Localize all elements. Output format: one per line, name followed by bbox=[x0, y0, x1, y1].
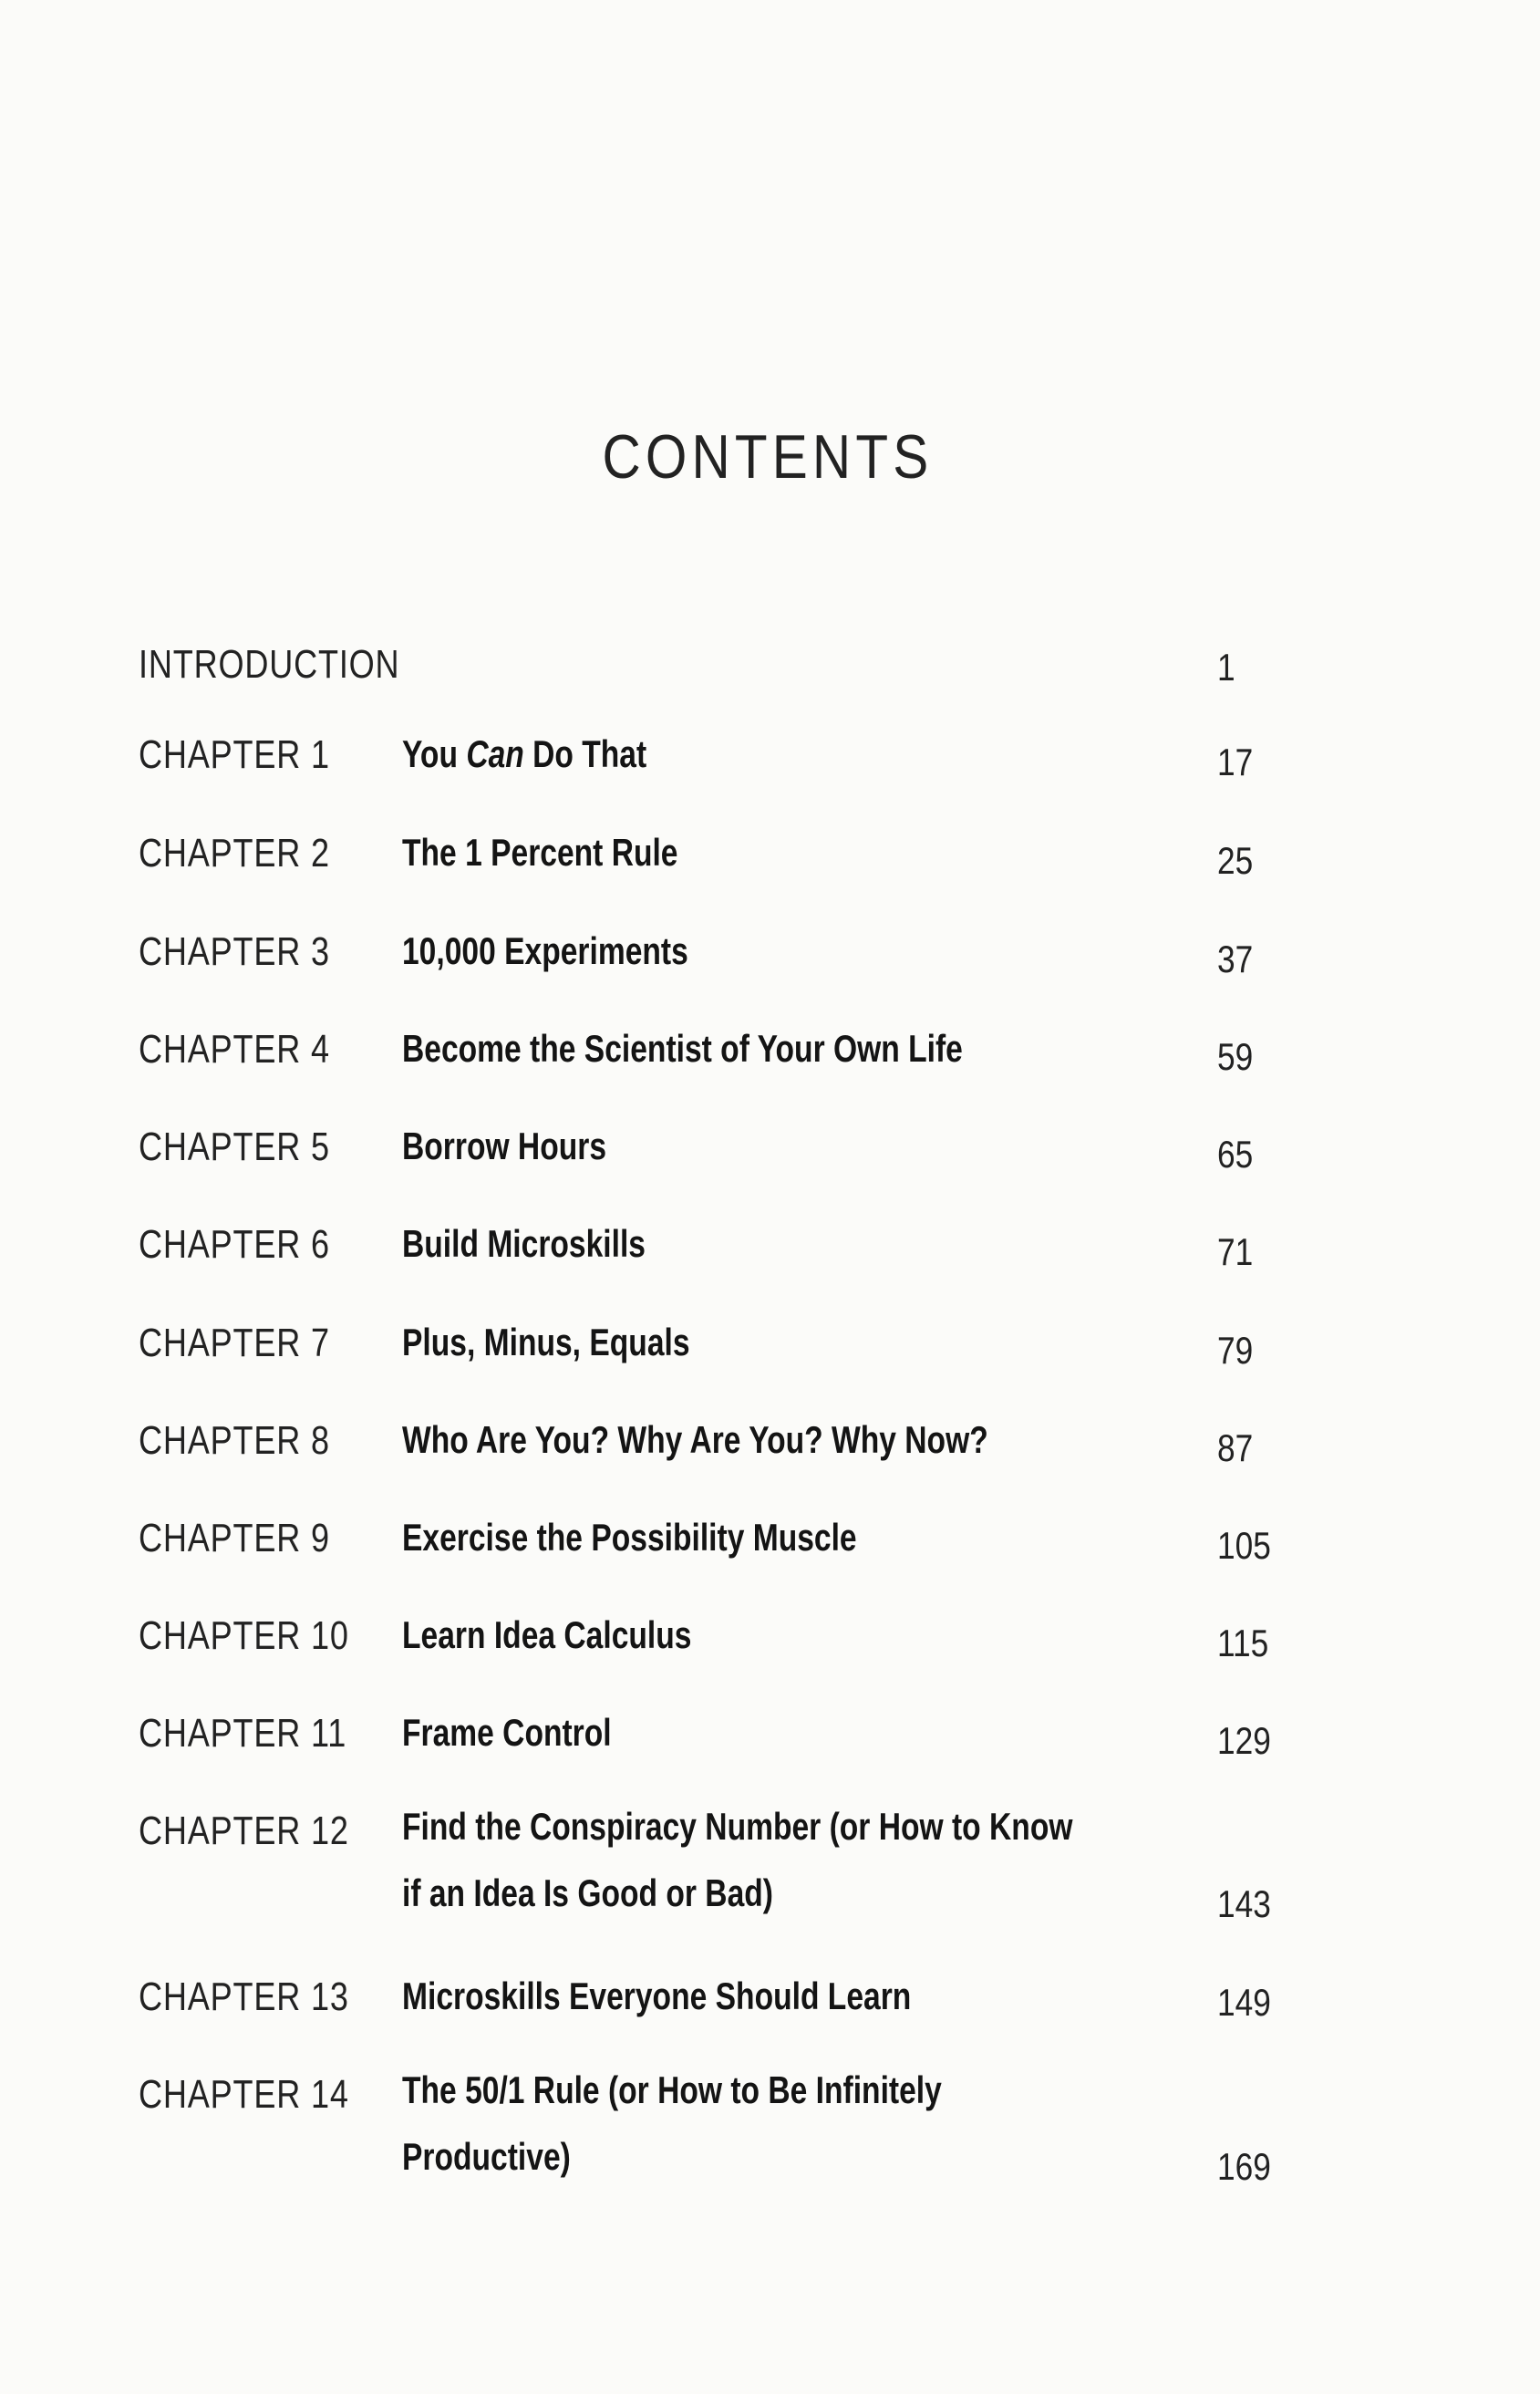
toc-chapter-title: Exercise the Possibility Muscle bbox=[402, 1516, 857, 1559]
toc-label: CHAPTER 7 bbox=[139, 1321, 330, 1365]
toc-page-number: 115 bbox=[1217, 1622, 1269, 1664]
toc-page-number: 37 bbox=[1217, 938, 1254, 980]
toc-page-number: 169 bbox=[1217, 2145, 1271, 2188]
toc-page-number: 129 bbox=[1217, 1719, 1271, 1762]
toc-chapter-title: Learn Idea Calculus bbox=[402, 1613, 692, 1656]
toc-chapter-title: Become the Scientist of Your Own Life bbox=[402, 1027, 963, 1070]
title-emphasis: Can bbox=[466, 732, 524, 775]
toc-page-number: 65 bbox=[1217, 1133, 1254, 1176]
toc-chapter-title bbox=[402, 732, 1059, 776]
toc-page-number: 105 bbox=[1217, 1524, 1271, 1567]
title-part: You bbox=[402, 732, 467, 775]
toc-page-number: 149 bbox=[1217, 1981, 1271, 2024]
toc-label: INTRODUCTION bbox=[139, 642, 400, 687]
toc-chapter-title: The 1 Percent Rule bbox=[402, 831, 678, 874]
title-line: if an Idea Is Good or Bad) bbox=[402, 1871, 773, 1914]
toc-chapter-title: Plus, Minus, Equals bbox=[402, 1321, 690, 1363]
title-line: The 50/1 Rule (or How to Be Infinitely bbox=[402, 2068, 942, 2111]
toc-page-number: 87 bbox=[1217, 1426, 1254, 1469]
toc-page-number: 25 bbox=[1217, 839, 1254, 882]
toc-page-number: 1 bbox=[1217, 646, 1235, 689]
toc-label: CHAPTER 12 bbox=[139, 1808, 349, 1853]
toc-label: CHAPTER 11 bbox=[139, 1711, 347, 1756]
toc-chapter-title: Who Are You? Why Are You? Why Now? bbox=[402, 1418, 988, 1461]
title-line: Find the Conspiracy Number (or How to Know bbox=[402, 1805, 1073, 1848]
title-line: Productive) bbox=[402, 2135, 571, 2178]
toc-label: CHAPTER 6 bbox=[139, 1222, 330, 1267]
toc-label: CHAPTER 2 bbox=[139, 831, 330, 876]
title-part: Do That bbox=[523, 732, 647, 775]
toc-label: CHAPTER 5 bbox=[139, 1124, 330, 1169]
toc-label: CHAPTER 13 bbox=[139, 1974, 349, 2019]
toc-chapter-title bbox=[402, 1793, 1073, 1926]
toc-label: CHAPTER 1 bbox=[139, 732, 330, 777]
toc-page-number: 79 bbox=[1217, 1329, 1254, 1372]
page-title: CONTENTS bbox=[602, 422, 934, 492]
toc-chapter-title: Borrow Hours bbox=[402, 1124, 607, 1167]
toc-chapter-title: 10,000 Experiments bbox=[402, 929, 688, 972]
toc-page-number: 143 bbox=[1217, 1882, 1271, 1925]
toc-chapter-title: Microskills Everyone Should Learn bbox=[402, 1974, 912, 2017]
toc-page-number: 17 bbox=[1217, 741, 1254, 783]
toc-label: CHAPTER 8 bbox=[139, 1418, 330, 1463]
toc-label: CHAPTER 4 bbox=[139, 1027, 330, 1072]
toc-page-number: 59 bbox=[1217, 1035, 1254, 1078]
toc-label: CHAPTER 10 bbox=[139, 1613, 349, 1658]
toc-label: CHAPTER 3 bbox=[139, 929, 330, 974]
toc-page-number: 71 bbox=[1217, 1230, 1254, 1273]
toc-chapter-title bbox=[402, 2057, 1059, 2190]
toc-label: CHAPTER 9 bbox=[139, 1516, 330, 1560]
toc-chapter-title: Build Microskills bbox=[402, 1222, 646, 1265]
toc-chapter-title: Frame Control bbox=[402, 1711, 612, 1754]
toc-label: CHAPTER 14 bbox=[139, 2072, 349, 2117]
